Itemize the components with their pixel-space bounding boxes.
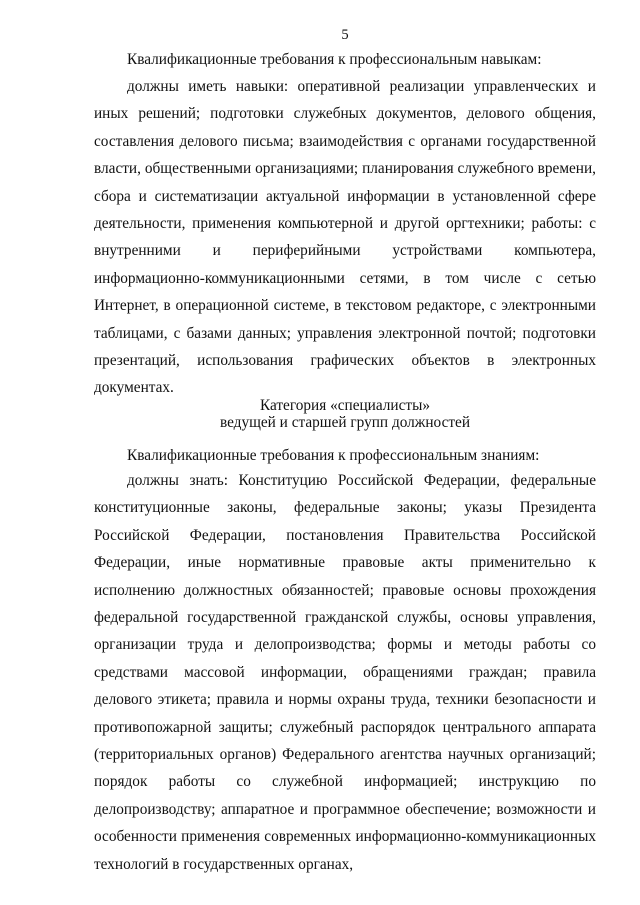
page-number: 5	[341, 27, 349, 43]
category-title-line2: ведущей и старшей групп должностей	[219, 414, 471, 431]
category-title-line1: Категория «специалисты»	[259, 397, 431, 414]
skills-paragraph: должны иметь навыки: оперативной реализации управленческих и иных решений; подготовки служебных документов, делового общения, составления делового письма; взаимодействия с органами государственной власти, общественными организациями; планирования служебного времени, сбора и систематизации актуальной информации в установленной сфере деятельности, применения компьютерной и другой оргтехники; работы: с внутренними и периферийными устройствами компьютера, информационно-коммуникационными сетями, в том числе с сетью Интернет, в операционной системе, в текстовом редакторе, с электронными таблицами, с базами данных; управления электронной почтой; подготовки презентаций, использования графических объектов в электронных документах.	[94, 78, 596, 397]
knowledge-heading: Квалификационные требования к профессиональным знаниям:	[127, 447, 540, 464]
knowledge-paragraph: должны знать: Конституцию Российской Федерации, федеральные конституционные законы, федеральные законы; указы Президента Российской Федерации, постановления Правительства Российской Федерации, иные нормативные правовые акты применительно к исполнению должностных обязанностей; правовые основы прохождения федеральной государственной гражданской службы, основы управления, организации труда и делопроизводства; формы и методы работы со средствами массовой информации, обращениями граждан; правила делового этикета; правила и нормы охраны труда, техники безопасности и противопожарной защиты; служебный распорядок центрального аппарата (территориальных органов) Федерального агентства научных организаций; порядок работы со служебной информацией; инструкцию по делопроизводству; аппаратное и программное обеспечение; возможности и особенности применения современных информационно-коммуникационных технологий в государственных органах,	[94, 472, 596, 873]
skills-heading: Квалификационные требования к профессиональным навыкам:	[127, 51, 542, 68]
